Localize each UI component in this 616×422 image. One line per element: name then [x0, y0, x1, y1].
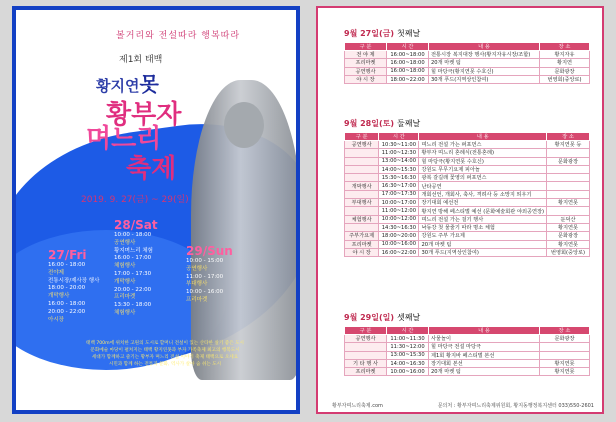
- table-row: [345, 51, 590, 59]
- col-time: 시 간: [387, 327, 429, 335]
- day3-heading: 9월 29일(일) 셋째날: [344, 313, 421, 322]
- table-row: [345, 207, 590, 215]
- cell: [345, 149, 379, 157]
- day-head: 28/Sat: [114, 218, 158, 232]
- day-line: 17:00 - 17:30: [114, 270, 152, 277]
- day-line: 개막행사: [114, 278, 136, 285]
- poster-title-line3: 며느리: [86, 124, 162, 154]
- cell: 황지연못: [547, 223, 590, 231]
- day-line: 10:00 - 16:00: [186, 289, 224, 296]
- cell: 황부자 며느리 혼례식(전통혼례): [419, 149, 547, 157]
- cell: [547, 149, 590, 157]
- cell: 황지연못: [547, 240, 590, 248]
- day-line: 20:00 - 22:00: [48, 308, 86, 315]
- day-line: 16:00 - 18:00: [48, 262, 86, 268]
- cell: 프리마켓: [345, 59, 387, 67]
- table-row: [345, 232, 590, 240]
- cell: 16:30~17:00: [379, 182, 419, 190]
- day-head: 27/Fri: [48, 248, 87, 262]
- day-line: 개막행사: [48, 293, 70, 300]
- cell: 11:00~11:30: [387, 335, 429, 343]
- cell: 사물놀이: [429, 335, 540, 343]
- cell: [345, 157, 379, 165]
- col-category: 구 분: [345, 43, 387, 51]
- schedule-page: [316, 6, 604, 414]
- col-content: 내 용: [419, 133, 547, 141]
- cell: [345, 190, 379, 198]
- cell: 10:00~12:00: [379, 215, 419, 223]
- cell: 야 시 장: [345, 248, 379, 256]
- cell: 장기대회 예선전: [419, 199, 547, 207]
- day-line: 20:00 - 22:00: [114, 286, 152, 293]
- cell: 기 타 행 사: [345, 359, 387, 367]
- footer-contact: 문의처 : 황부자며느리축제위원회, 황지동행정복지센터 033)550-2601: [437, 403, 594, 409]
- cell: 20개 마켓 팀: [419, 240, 547, 248]
- day3-table: [344, 326, 590, 376]
- cell: 10:30~11:00: [379, 141, 419, 149]
- cell: 18:00~22:00: [387, 75, 429, 83]
- cell: 프리마켓: [345, 240, 379, 248]
- day-head: 29/Sun: [186, 244, 233, 258]
- cell: 개막행사: [345, 182, 379, 190]
- table-row: [345, 67, 590, 75]
- cell: 황지연 방해 페스티벌 예선 (문화예술회관 야외공연장): [419, 207, 547, 215]
- table-header-row: [345, 133, 590, 141]
- table-header-row: [345, 327, 590, 335]
- table-row: [345, 248, 590, 256]
- cell: 며느리 전설 가는 걸기 행사: [419, 215, 547, 223]
- col-content: 내 용: [429, 43, 540, 51]
- cell: 문화광장: [547, 157, 590, 165]
- cell: 11:00~12:30: [379, 149, 419, 157]
- cell: 번영회(중앙로): [540, 75, 590, 83]
- description-line: 세대가 함께하고 즐기는 황부자 며느리 전설 이야기 축제 태백으로 오세요: [91, 355, 239, 360]
- cell: 30개 푸드(지역상인참여): [429, 75, 540, 83]
- cell: 14:00~15:30: [379, 165, 419, 173]
- poster-organizer: 주최 · 주관 : 황부자 며느리 축제위원회 후원 : 태백시 · 강원랜드: [84, 401, 224, 407]
- cell: 문화광장: [547, 232, 590, 240]
- cell: [547, 182, 590, 190]
- cell: 황지연: [540, 59, 590, 67]
- poster-date: 2019. 9. 27(금) ~ 29(일): [81, 195, 189, 205]
- cell: 힐 마당극 전설 마당극: [429, 343, 540, 351]
- cell: 야 시 장: [345, 75, 387, 83]
- day1-heading: 9월 27일(금) 첫째날: [344, 29, 421, 38]
- col-place: 장 소: [540, 327, 590, 335]
- col-time: 시 간: [379, 133, 419, 141]
- cell: 황지연못: [540, 359, 590, 367]
- table-row: [345, 75, 590, 83]
- table-row: [345, 199, 590, 207]
- table-row: [345, 368, 590, 376]
- col-category: 구 분: [345, 133, 379, 141]
- cell: 황지연못 등: [547, 141, 590, 149]
- cell: 문화광장: [540, 335, 590, 343]
- cell: [547, 174, 590, 182]
- cell: [547, 207, 590, 215]
- cell: 힐 마당극(황지연못 수호신): [419, 157, 547, 165]
- day-line: 공연행사: [186, 265, 208, 272]
- day-line: 10:00 - 18:00: [114, 232, 152, 238]
- cell: 장기대회 본선: [429, 359, 540, 367]
- day-block-sat: [114, 218, 184, 318]
- cell: [547, 190, 590, 198]
- cell: 공연행사: [345, 141, 379, 149]
- cell: 20개 마켓 팀: [429, 59, 540, 67]
- description-line: 태백 700m에 위치한 고원의 도시로 할머니 전설이 있는 산타한 살기 좋은 도시: [86, 341, 244, 346]
- cell: 낙동강 첫 물줄기 따라 명소 체험: [419, 223, 547, 231]
- poster-edition: 제1회 태백: [119, 55, 163, 65]
- cell: 힐 마당극(황지연못 수호신): [429, 67, 540, 75]
- cell: 14:00~16:30: [387, 359, 429, 367]
- col-place: 장 소: [540, 43, 590, 51]
- cell: 10:00~17:00: [379, 199, 419, 207]
- day-line: 16:00 - 18:00: [48, 300, 86, 307]
- cell: 강원도 주부 가요제: [419, 232, 547, 240]
- cell: 전통시장 복지대장 행사(황지자유시장/조합): [429, 51, 540, 59]
- cell: 30개 푸드(지역상인참여): [419, 248, 547, 256]
- poster-title-line1: 황지연못: [96, 72, 159, 96]
- cell: 제1회 황지바 페스티벌 본선: [429, 351, 540, 359]
- day-line: 프리마켓: [186, 296, 208, 303]
- cell: 황지자유: [540, 51, 590, 59]
- col-time: 시 간: [387, 43, 429, 51]
- day-line: 황지며느리 체험: [114, 247, 153, 254]
- day2-heading: 9월 28일(토) 둘째날: [344, 119, 421, 128]
- cell: 체험행사: [345, 215, 379, 223]
- poster-description: [34, 340, 296, 368]
- cell: 며느리 전설 가는 퍼포먼스: [419, 141, 547, 149]
- cell: 개회선언, 개회사, 축사, 격려사 등 소망지 띄우기: [419, 190, 547, 198]
- col-content: 내 용: [429, 327, 540, 335]
- cell: 11:00~12:00: [379, 207, 419, 215]
- poster-title-line4: 축제: [126, 154, 177, 184]
- day1-table: [344, 42, 590, 84]
- poster-page: [12, 6, 300, 414]
- table-row: [345, 351, 590, 359]
- cell: 10:00~16:00: [379, 240, 419, 248]
- cell: 20개 마켓 팀: [429, 368, 540, 376]
- table-row: [345, 335, 590, 343]
- cell: 18:00~20:00: [379, 232, 419, 240]
- description-line: 문화예술 마당이 펼쳐지는 태백 황지연못과 부자 가족축제 최고의 행복도시: [90, 348, 240, 353]
- table-row: [345, 157, 590, 165]
- col-place: 장 소: [547, 133, 590, 141]
- cell: 둔덕산: [547, 215, 590, 223]
- cell: 13:00~14:00: [379, 157, 419, 165]
- day-line: 프리마켓: [114, 294, 136, 301]
- cell: [345, 351, 387, 359]
- table-row: [345, 359, 590, 367]
- cell: [345, 207, 379, 215]
- cell: 전 야 제: [345, 51, 387, 59]
- day-block-sun: [186, 244, 258, 305]
- cell: 난타공연: [419, 182, 547, 190]
- cell: [345, 165, 379, 173]
- cell: 16:00~18:00: [387, 59, 429, 67]
- table-row: [345, 59, 590, 67]
- table-row: [345, 343, 590, 351]
- cell: 문화광장: [540, 67, 590, 75]
- cell: 황지연못: [547, 199, 590, 207]
- table-row: [345, 182, 590, 190]
- cell: 16:00~18:00: [387, 67, 429, 75]
- cell: 10:00~16:00: [387, 368, 429, 376]
- day-line: 18:00 - 20:00: [48, 285, 86, 292]
- cell: 16:00~22:00: [379, 248, 419, 256]
- day-line: 공연행사: [114, 239, 136, 246]
- statue-head-image: [224, 102, 264, 148]
- cell: 17:00~17:30: [379, 190, 419, 198]
- cell: 공연행사: [345, 335, 387, 343]
- table-row: [345, 223, 590, 231]
- cell: [540, 343, 590, 351]
- cell: [345, 174, 379, 182]
- cell: 11:30~12:00: [387, 343, 429, 351]
- day-line: 11:00 - 17:00: [186, 273, 224, 280]
- cell: 황지연못: [540, 368, 590, 376]
- cell: 15:30~16:30: [379, 174, 419, 182]
- day-line: 13:30 - 18:00: [114, 302, 152, 309]
- poster-slogan: 볼거리와 전설따라 행복따라: [116, 31, 241, 41]
- day-line: 전통시장/제사장 행사: [48, 277, 100, 284]
- cell: [345, 343, 387, 351]
- cell: 번영회(중앙로): [547, 248, 590, 256]
- day-line: 체험행사: [114, 263, 136, 270]
- cell: [547, 165, 590, 173]
- table-row: [345, 149, 590, 157]
- cell: [345, 223, 379, 231]
- day2-table: [344, 132, 590, 257]
- poster-title-line2: 황부자: [106, 100, 182, 130]
- col-category: 구 분: [345, 327, 387, 335]
- cell: 부대행사: [345, 199, 379, 207]
- day-block-fri: [48, 248, 118, 324]
- cell: 13:00~15:30: [387, 351, 429, 359]
- table-row: [345, 240, 590, 248]
- table-row: [345, 215, 590, 223]
- day-line: 부대행사: [186, 281, 208, 288]
- table-row: [345, 141, 590, 149]
- cell: 16:00~18:00: [387, 51, 429, 59]
- cell: 공연행사: [345, 67, 387, 75]
- cell: [540, 351, 590, 359]
- day-line: 10:00 - 15:00: [186, 258, 224, 264]
- footer-website[interactable]: 황부자며느리축제.com: [332, 403, 383, 409]
- day-line: 전야제: [48, 269, 64, 276]
- cell: 14:30~16:30: [379, 223, 419, 231]
- cell: 주부가요제: [345, 232, 379, 240]
- cell: 프리마켓: [345, 368, 387, 376]
- day-line: 16:00 - 17:00: [114, 255, 152, 262]
- description-line: 시민과 함께 하는 전통과 문화, 역사가 살아 숨 쉬는 도시: [108, 362, 222, 367]
- cell: 광복 갈길래 꽃영의 퍼포먼스: [419, 174, 547, 182]
- day-line: 아시장: [48, 316, 64, 323]
- table-row: [345, 190, 590, 198]
- table-row: [345, 165, 590, 173]
- table-row: [345, 174, 590, 182]
- table-header-row: [345, 43, 590, 51]
- day-line: 체험행사: [114, 309, 136, 316]
- cell: 강원도 무무기요제 피아놀: [419, 165, 547, 173]
